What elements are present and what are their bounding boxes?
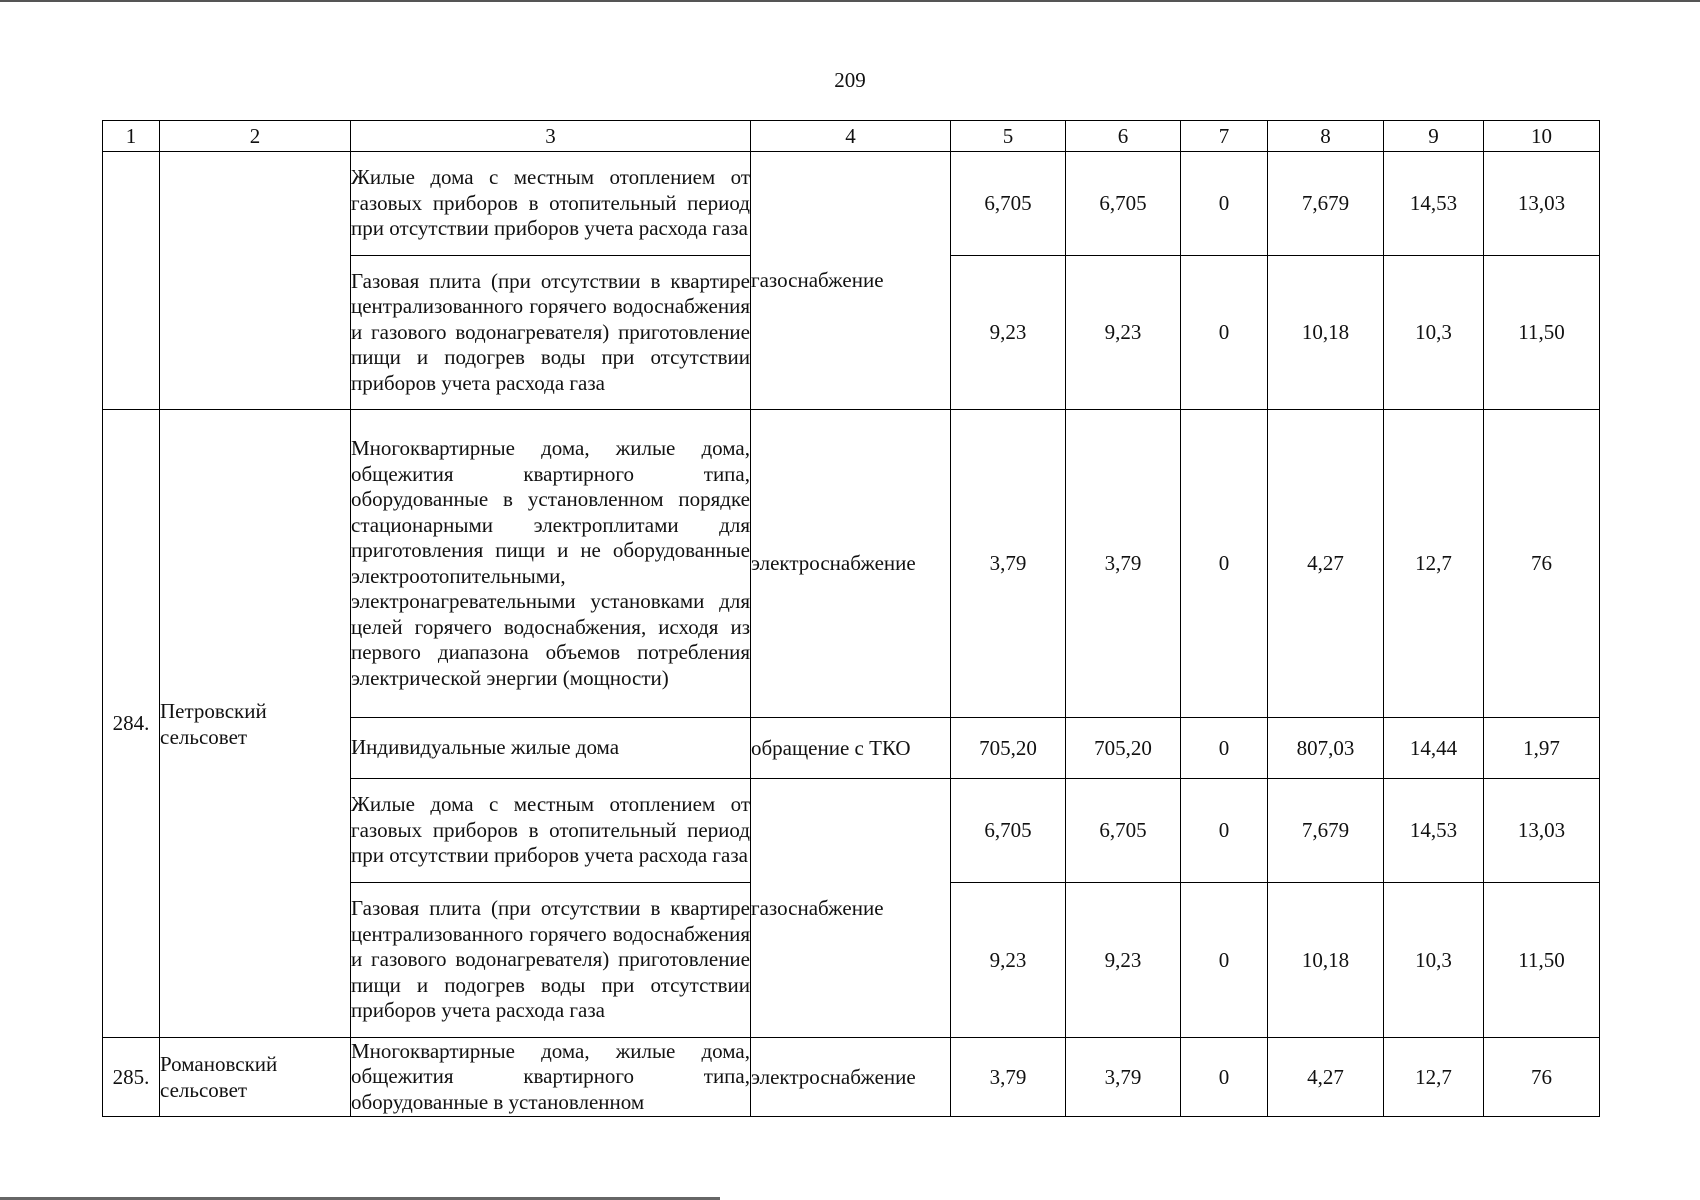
settlement-name (160, 410, 351, 1038)
row-index: 285. (103, 1038, 160, 1117)
value-cell: 10,3 (1384, 883, 1484, 1038)
table-row (103, 410, 1600, 718)
header-cell: 10 (1484, 121, 1600, 152)
settlement-name-line: Петровский (160, 698, 267, 723)
value-cell: 76 (1484, 1038, 1600, 1117)
value-cell: 705,20 (1066, 718, 1181, 779)
value-cell: 9,23 (1066, 256, 1181, 410)
utility-service: обращение с ТКО (751, 718, 951, 779)
header-cell: 2 (160, 121, 351, 152)
value-cell: 6,705 (1066, 779, 1181, 883)
value-cell: 9,23 (951, 883, 1066, 1038)
value-cell: 807,03 (1268, 718, 1384, 779)
settlement-name-line: Романовский (160, 1052, 278, 1076)
settlement-name (160, 1038, 351, 1117)
header-cell: 8 (1268, 121, 1384, 152)
value-cell: 12,7 (1384, 1038, 1484, 1117)
value-cell: 3,79 (1066, 1038, 1181, 1117)
value-cell: 11,50 (1484, 883, 1600, 1038)
header-row (103, 121, 1600, 152)
value-cell: 9,23 (951, 256, 1066, 410)
value-cell: 14,53 (1384, 779, 1484, 883)
value-cell: 0 (1181, 1038, 1268, 1117)
header-cell: 9 (1384, 121, 1484, 152)
settlement-name-line: сельсовет (160, 724, 248, 749)
value-cell: 9,23 (1066, 883, 1181, 1038)
utility-service: электроснабжение (751, 410, 951, 718)
value-cell: 13,03 (1484, 152, 1600, 256)
value-cell: 1,97 (1484, 718, 1600, 779)
value-cell: 6,705 (951, 779, 1066, 883)
header-cell: 7 (1181, 121, 1268, 152)
value-cell: 14,53 (1384, 152, 1484, 256)
row-index (103, 152, 160, 410)
value-cell: 705,20 (951, 718, 1066, 779)
header-cell: 4 (751, 121, 951, 152)
value-cell: 4,27 (1268, 410, 1384, 718)
value-cell: 10,18 (1268, 883, 1384, 1038)
value-cell: 10,18 (1268, 256, 1384, 410)
settlement-name-line: сельсовет (160, 1078, 248, 1102)
row-index: 284. (103, 410, 160, 1038)
value-cell: 7,679 (1268, 779, 1384, 883)
utility-service: газоснабжение (751, 779, 951, 1038)
value-cell: 10,3 (1384, 256, 1484, 410)
header-cell: 6 (1066, 121, 1181, 152)
consumer-category: Жилые дома с местным отоплением от газовых приборов в отопительный период при отсутствии приборов учета расхода газа (351, 779, 751, 883)
settlement-name (160, 152, 351, 410)
value-cell: 14,44 (1384, 718, 1484, 779)
value-cell: 0 (1181, 152, 1268, 256)
table-row (103, 1038, 1600, 1117)
consumer-category: Жилые дома с местным отоплением от газовых приборов в отопительный период при отсутствии приборов учета расхода газа (351, 152, 751, 256)
page-number: 209 (834, 68, 866, 92)
header-cell: 3 (351, 121, 751, 152)
value-cell: 0 (1181, 410, 1268, 718)
scan-top-edge (0, 0, 1700, 2)
value-cell: 0 (1181, 883, 1268, 1038)
table-row (103, 152, 1600, 256)
value-cell: 11,50 (1484, 256, 1600, 410)
header-cell: 5 (951, 121, 1066, 152)
value-cell: 0 (1181, 718, 1268, 779)
value-cell: 6,705 (1066, 152, 1181, 256)
consumer-category: Многоквартирные дома, жилые дома, общежития квартирного типа, оборудованные в установленном порядке стационарными электроплитами для приготовления пищи и не оборудованные электроотопительными, электронагревательными установками для целей горячего водоснабжения, исходя из первого диапазона объемов потребления электрической энергии (мощности) (351, 410, 751, 718)
value-cell: 4,27 (1268, 1038, 1384, 1117)
utility-service: электроснабжение (751, 1038, 951, 1117)
consumer-category: Индивидуальные жилые дома (351, 718, 751, 779)
value-cell: 13,03 (1484, 779, 1600, 883)
consumer-category: Многоквартирные дома, жилые дома, общежития квартирного типа, оборудованные в установленном (351, 1038, 751, 1117)
consumer-category: Газовая плита (при отсутствии в квартире централизованного горячего водоснабжения и газового водонагревателя) приготовление пищи и подогрев воды при отсутствии приборов учета расхода газа (351, 883, 751, 1038)
value-cell: 76 (1484, 410, 1600, 718)
value-cell: 6,705 (951, 152, 1066, 256)
header-cell: 1 (103, 121, 160, 152)
value-cell: 3,79 (1066, 410, 1181, 718)
value-cell: 0 (1181, 256, 1268, 410)
value-cell: 12,7 (1384, 410, 1484, 718)
utility-service: газоснабжение (751, 152, 951, 410)
value-cell: 3,79 (951, 410, 1066, 718)
value-cell: 7,679 (1268, 152, 1384, 256)
value-cell: 0 (1181, 779, 1268, 883)
consumer-category: Газовая плита (при отсутствии в квартире централизованного горячего водоснабжения и газового водонагревателя) приготовление пищи и подогрев воды при отсутствии приборов учета расхода газа (351, 256, 751, 410)
value-cell: 3,79 (951, 1038, 1066, 1117)
tariff-table (102, 120, 1600, 1117)
